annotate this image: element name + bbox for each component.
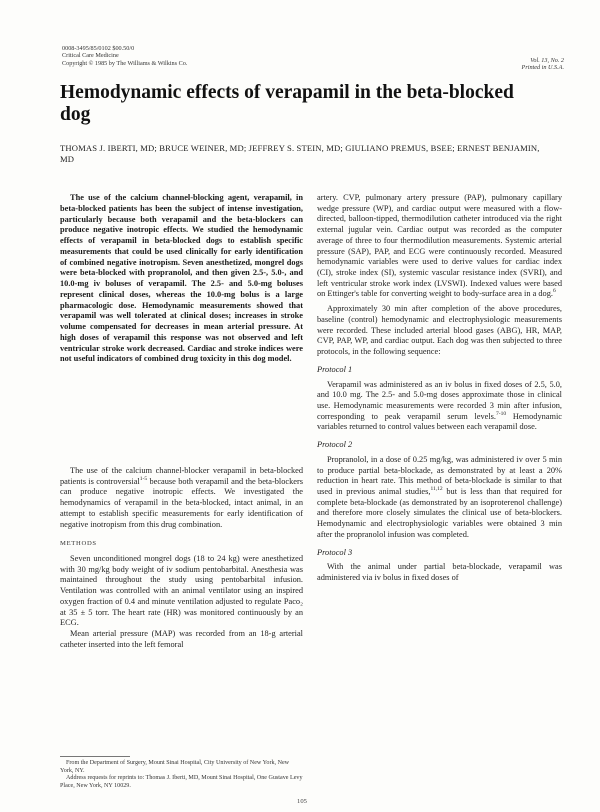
protocol-1-heading: Protocol 1 xyxy=(317,364,353,374)
protocol-3-paragraph: With the animal under partial beta-blockade, verapamil was administered via iv bolus in fixed doses of xyxy=(317,562,562,582)
methods-paragraph-2: Mean arterial pressure (MAP) was recorded from an 18-g arterial catheter inserted into the left femoral xyxy=(60,629,303,649)
header-issn: 0008-3495/85/0102 $00.50/0 xyxy=(62,45,135,52)
protocol-2-citation: 11,12 xyxy=(430,486,443,493)
header-volume: Vol. 13, No. 2 xyxy=(530,57,564,64)
protocol-2-text: Propranolol, in a dose of 0.25 mg/kg, was administered iv over 5 min to produce partial beta-blockade, as demonstrated by at least a 20% reduction in heart rate. This method of beta-blockade is similar to that used in previous animal studies, xyxy=(317,454,562,496)
protocol-2-paragraph xyxy=(317,455,562,541)
protocol-2-heading: Protocol 2 xyxy=(317,440,353,450)
protocol-1-citation: 7-10 xyxy=(496,410,507,417)
header-copyright: Copyright © 1985 by The Williams & Wilkins Co. xyxy=(62,59,188,67)
journal-header xyxy=(62,45,187,67)
footnote-affiliation: From the Department of Surgery, Mount Sinai Hospital, City University of New York, New York, NY. xyxy=(60,760,290,774)
header-journal: Critical Care Medicine xyxy=(62,52,119,60)
methods-continued-text: artery. CVP, pulmonary artery pressure (PAP), pulmonary capillary wedge pressure (WP), and cardiac output were measured with a flow-directed, balloon-tipped, thermodilution catheter introduced via the right external jugular vein. Cardiac output was recorded as the computer average of three to four thermodilution measurements. Systemic arterial pressure (SAP), PAP, and ECG were continuously recorded. Measured hemodynamic variables were used to derive values for cardiac index (CI), stroke index (SI), systemic vascular resistance index (SVRI), and left ventricular stroke work index (LVSWI). Indexed values were based on Ettinger's table for converting weight to body-surface area in a dog. xyxy=(317,193,562,299)
volume-info xyxy=(522,57,564,72)
methods-heading: METHODS xyxy=(60,540,97,548)
baseline-paragraph: Approximately 30 min after completion of the above procedures, baseline (control) hemodynamic and electrophysiologic measurements were recorded. These included arterial blood gases (ABG), HR, MAP, CVP, PAP, WP, and cardiac output. Each dog was then subjected to three protocols, in the following sequence: xyxy=(317,304,562,357)
protocol-1-text-rest: Hemodynamic variables returned to control values between each verapamil dose. xyxy=(317,411,562,432)
protocol-1-text: Verapamil was administered as an iv bolus in fixed doses of 2.5, 5.0, and 10.0 mg. The 2.5- and 5.0-mg doses approximate those in clinical use. Hemodynamic measurements were recorded 3 min after infusion, corresponding to peak verapamil serum levels. xyxy=(317,379,562,421)
footnotes xyxy=(60,760,303,790)
abstract xyxy=(60,193,303,365)
page-number: 105 xyxy=(297,798,307,805)
header-printed: Printed in U.S.A. xyxy=(521,64,564,72)
protocol-3-heading: Protocol 3 xyxy=(317,547,353,557)
ettinger-citation: 6 xyxy=(552,288,556,295)
abstract-text: The use of the calcium channel-blocking agent, verapamil, in beta-blocked patients has been the subject of intense investigation, particularly because both verapamil and the beta-blockers can produce negative inotropic effects. We studied the hemodynamic effects of verapamil in beta-blocked dogs to establish specific measurements that could be used clinically for early identification of combined negative inotropism. Seven anesthetized, mongrel dogs were beta-blocked with propranolol, and then given 2.5-, 5.0-, and 10.0-mg iv boluses of verapamil. The 2.5- and 5.0-mg boluses represent clinical doses, whereas the 10.0-mg bolus is a large pharmacologic dose. Hemodynamic measurements showed that verapamil was well tolerated at clinical doses; increases in stroke volume compensated for decreases in mean arterial pressure. At high doses of verapamil this response was not observed and left ventricular stroke work decreased. Cardiac and stroke indices were not useful indicators of combined drug toxicity in this dog model. xyxy=(60,193,303,364)
methods-continued xyxy=(317,193,562,300)
right-column xyxy=(317,193,562,584)
intro-text: The use of the calcium channel-blocker verapamil in beta-blocked patients is controversial xyxy=(60,466,303,486)
methods-paragraph-1: Seven unconditioned mongrel dogs (18 to 24 kg) were anesthetized with 30 mg/kg body weight of iv sodium pentobarbital. Anesthesia was maintained throughout the study using pentobarbital infusion. Ventilation was controlled with an animal ventilator using an inspired oxygen fraction of 0.4 and minute ventilation adjusted to regulate Paco₂ at 35 ± 5 torr. The heart rate (HR) was monitored continuously by an ECG. xyxy=(60,554,303,628)
left-column xyxy=(60,466,303,651)
footnote-reprints: Address requests for reprints to: Thomas J. Iberti, MD, Mount Sinai Hospital, One Gustave Levy Place, New York, NY 10029. xyxy=(60,775,303,789)
footnote-rule xyxy=(60,756,130,757)
author-list: THOMAS J. IBERTI, MD; BRUCE WEINER, MD; JEFFREY S. STEIN, MD; GIULIANO PREMUS, BSEE; ERNEST BENJAMIN, MD xyxy=(60,143,540,164)
protocol-1-paragraph xyxy=(317,380,562,434)
intro-text-rest: because both verapamil and the beta-blockers can produce negative inotropic effects. We investigated the hemodynamics of verapamil in the beta-blocked, intact animal, in an attempt to establish specific measurements for early identification of negative inotropism from this drug combination. xyxy=(60,476,304,529)
protocol-2-text-rest: but is less than that required for complete beta-blockade (as demonstrated by an isoproterenol challenge) and therefore more closely simulates the clinical use of beta-blockers. Hemodynamic and electrophysiologic variables were obtained 3 min after the propranolol infusion was completed. xyxy=(317,486,562,539)
article-title: Hemodynamic effects of verapamil in the beta-blocked dog xyxy=(60,82,514,125)
intro-citation: 1-5 xyxy=(139,475,148,482)
intro-paragraph xyxy=(60,466,303,530)
